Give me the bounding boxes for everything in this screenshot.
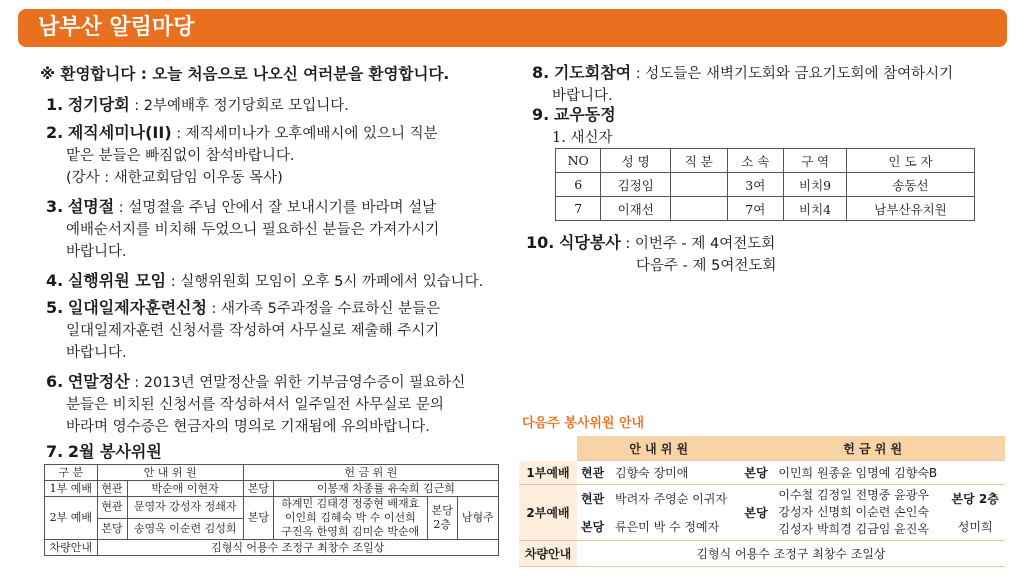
- table-cell: 차량안내: [519, 541, 577, 567]
- table-cell: 안 내 위 원: [97, 465, 243, 481]
- item-text: : 성도들은 새벽기도회와 금요기도회에 참여하시기: [631, 66, 954, 82]
- table-row: [45, 481, 499, 497]
- item-text: (강사 : 새한교회담임 이우동 목사): [66, 170, 283, 186]
- table-row: [45, 465, 499, 481]
- table-row: [556, 197, 975, 221]
- newcomers-table: [555, 148, 975, 221]
- notice-item-4: [46, 270, 483, 293]
- item-text: 바랍니다.: [66, 345, 127, 361]
- table-row: [519, 436, 1005, 461]
- item-title: 정기당회: [67, 95, 130, 114]
- table-row: [519, 485, 1005, 513]
- table-cell: 김정임: [601, 173, 671, 197]
- table-cell: 헌 금 위 원: [740, 436, 1005, 461]
- table-cell: 헌 금 위 원: [243, 465, 498, 481]
- table-cell: 1부 예배: [45, 481, 98, 497]
- table-cell: [519, 436, 577, 461]
- table-cell: 차량안내: [45, 540, 98, 556]
- item-title: 제직세미나(II): [67, 123, 172, 142]
- item-title: 설명절: [67, 197, 115, 216]
- item-text: 바랍니다.: [552, 88, 613, 104]
- item-number: 5.: [46, 298, 64, 317]
- item-number: 7.: [46, 442, 64, 461]
- table-cell: 현관: [97, 481, 127, 497]
- table-cell: 김향숙 장미애: [611, 461, 740, 485]
- table-cell: 본당: [97, 518, 127, 540]
- table-cell: 송영옥 이순련 김성희: [127, 518, 243, 540]
- page-header: [18, 9, 1007, 47]
- table-cell: 김형식 어용수 조정구 최창수 조일상: [577, 541, 1005, 567]
- table-cell: 2부예배: [519, 485, 577, 541]
- welcome-message: ※ 환영합니다 : 오늘 처음으로 나오신 여러분을 환영합니다.: [40, 65, 450, 83]
- table-cell: 남부산유치원: [847, 197, 975, 221]
- item-text: 분들은 비치된 신청서를 작성하셔서 일주일전 사무실로 문의: [66, 397, 444, 413]
- table-cell: 이재선: [601, 197, 671, 221]
- item-number: 1.: [46, 95, 64, 114]
- item-title: 연말정산: [67, 372, 130, 391]
- item-number: 2.: [46, 123, 64, 142]
- table-cell: 박순애 이현자: [127, 481, 243, 497]
- table-cell: 인 도 자: [847, 149, 975, 173]
- notice-item-3: [46, 196, 439, 263]
- item-title: 2월 봉사위원: [67, 442, 162, 461]
- table-cell: 본당: [243, 497, 273, 540]
- table-cell: 류은미 박 수 정예자: [611, 513, 740, 541]
- item-text: 일대일제자훈련 신청서를 작성하여 사무실로 제출해 주시기: [66, 323, 440, 339]
- table-cell: 송동선: [847, 173, 975, 197]
- item-number: 8.: [532, 63, 550, 82]
- table-cell: 문영자 강성자 정쇄자: [127, 497, 243, 519]
- table-cell: 7: [556, 197, 601, 221]
- notice-item-10: [526, 232, 776, 277]
- table-row: [556, 149, 975, 173]
- notice-item-6: [46, 371, 465, 438]
- table-cell: 박려자 주영순 이귀자: [615, 492, 727, 507]
- item-number: 3.: [46, 197, 64, 216]
- table-cell: 이민희 원종윤 임명예 김향숙B: [774, 461, 1005, 485]
- notice-item-9: [532, 104, 616, 149]
- item-title: 식당봉사: [558, 233, 621, 252]
- table-cell: 본당 2층: [427, 497, 457, 540]
- item-number: 10.: [526, 233, 555, 252]
- table-cell: 현관: [577, 461, 611, 485]
- item-text: 맡은 분들은 빠짐없이 참석바랍니다.: [66, 148, 295, 164]
- item-text: : 새가족 5주과정을 수료하신 분들은: [206, 301, 441, 317]
- item-number: 9.: [532, 105, 550, 124]
- table-cell: 6: [556, 173, 601, 197]
- table-cell: 2부 예배: [45, 497, 98, 540]
- notice-item-5: [46, 297, 440, 364]
- item-title: 교우동정: [553, 105, 616, 124]
- table-cell: 1부예배: [519, 461, 577, 485]
- table-cell: 이수철 김정일 전명중 윤광우 강성자 신명희 이순련 손인숙 김성자 박희경 김금임 윤진옥: [774, 485, 945, 541]
- next-week-title: 다음주 봉사위원 안내: [522, 416, 645, 431]
- table-cell: 구 역: [784, 149, 847, 173]
- table-cell: 소 속: [727, 149, 784, 173]
- table-cell: 비치9: [784, 173, 847, 197]
- item-text: 바라며 영수증은 현금자의 명의로 기재됨에 유의바랍니다.: [66, 419, 430, 435]
- table-cell: 현관: [97, 497, 127, 519]
- item-text: : 제직세미나가 오후예배시에 있으니 직분: [171, 126, 438, 142]
- table-cell: 본당 2층: [951, 492, 999, 507]
- table-cell: 성미희: [945, 513, 1005, 541]
- notice-item-2: [46, 122, 438, 189]
- table-cell: 이봉재 차종률 유숙희 김근희: [273, 481, 498, 497]
- table-cell: 직 분: [670, 149, 727, 173]
- item-text: : 이번주 - 제 4여전도회: [620, 236, 776, 252]
- table-cell: NO: [556, 149, 601, 173]
- table-cell: 안 내 위 원: [577, 436, 740, 461]
- table-cell: 7여: [727, 197, 784, 221]
- table-row: [556, 173, 975, 197]
- item-text: 바랍니다.: [66, 244, 127, 260]
- item-text: 예배순서지를 비치해 두었으니 필요하신 분들은 가져가시기: [66, 222, 440, 238]
- next-week-table: [519, 436, 1005, 567]
- table-cell: [670, 173, 727, 197]
- service-table: [44, 464, 499, 556]
- item-title: 일대일제자훈련신청: [67, 298, 207, 317]
- notice-item-8: [532, 62, 953, 107]
- table-cell: 본당: [740, 485, 774, 541]
- item-text: : 실행위원회 모임이 오후 5시 까페에서 있습니다.: [166, 274, 484, 290]
- table-cell: 본당: [740, 461, 774, 485]
- table-cell: 3여: [727, 173, 784, 197]
- item-text: 다음주 - 제 5여전도회: [636, 258, 777, 274]
- table-row: [45, 540, 499, 556]
- table-row: [45, 497, 499, 519]
- table-cell: 구 분: [45, 465, 98, 481]
- table-cell: 현관: [581, 492, 605, 507]
- item-title: 실행위원 모임: [67, 271, 167, 290]
- table-row: [519, 541, 1005, 567]
- table-cell: 비치4: [784, 197, 847, 221]
- item-text: : 2부예배후 정기당회로 모입니다.: [129, 98, 349, 114]
- table-cell: 본당: [243, 481, 273, 497]
- notice-item-7: [46, 441, 162, 464]
- table-cell: 남형주: [457, 497, 498, 540]
- table-cell: 본당: [577, 513, 611, 541]
- item-text: : 설명절을 주님 안에서 잘 보내시기를 바라며 설날: [114, 200, 437, 216]
- table-row: [519, 461, 1005, 485]
- item-text: : 2013년 연말정산을 위한 기부금영수증이 필요하신: [129, 375, 466, 391]
- item-number: 4.: [46, 271, 64, 290]
- page-title: 남부산 알림마당: [38, 15, 195, 40]
- table-cell: 성 명: [601, 149, 671, 173]
- item-number: 6.: [46, 372, 64, 391]
- table-cell: [670, 197, 727, 221]
- item-subtitle: 1. 새신자: [552, 130, 613, 146]
- notice-item-1: [46, 94, 349, 117]
- item-title: 기도회참여: [553, 63, 632, 82]
- table-cell: 하계민 김태경 정중현 배재효 이인희 김혜숙 박 수 이선희 구진옥 한영희 김미순 박순애: [273, 497, 427, 540]
- table-cell: 김형식 어용수 조정구 최창수 조일상: [97, 540, 498, 556]
